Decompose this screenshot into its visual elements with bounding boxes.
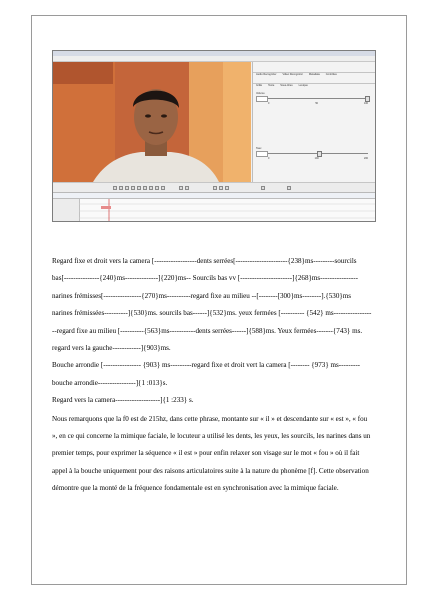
timing-line-gauche: regard vers la gauche------------]{903}ms. <box>52 344 171 353</box>
rate-control <box>256 147 371 167</box>
volume-field[interactable] <box>256 96 268 102</box>
timing-line-camera: Regard vers la camera-------------------]{1 :233} s. <box>52 396 194 405</box>
timeline-tracks <box>79 199 375 221</box>
go-to-end-button[interactable] <box>161 186 165 190</box>
tab-audio-recognizer[interactable]: Audio Recognizer <box>256 73 277 76</box>
volume-slider[interactable] <box>268 98 368 99</box>
tab-sous-titres[interactable]: Sous-titres <box>280 84 293 87</box>
controls-panel <box>252 62 376 182</box>
step-back-button[interactable] <box>125 186 129 190</box>
play-button[interactable] <box>137 186 141 190</box>
volume-tick: 0 <box>268 102 270 105</box>
video-frame <box>53 62 251 182</box>
selection-play-button[interactable] <box>179 186 183 190</box>
tab-grille[interactable]: Grille <box>256 84 263 87</box>
timing-line-bouche: Bouche arrondie [---------------- {903} ms---------regard fixe et droit vert la camera [-------- {973} ms---------bouche arrondie----------------]{1 :013}s. <box>52 361 361 387</box>
volume-tick: 100 <box>363 102 368 105</box>
rate-label: Taux <box>256 147 262 150</box>
rate-tick: 100 <box>314 157 319 160</box>
annotation-tool-screenshot <box>52 50 376 222</box>
speaker-image <box>53 62 251 182</box>
body-text <box>52 253 372 498</box>
tab-lexique[interactable]: Lexique <box>298 84 308 87</box>
previous-frame-button[interactable] <box>119 186 123 190</box>
loop-mode-checkbox[interactable] <box>287 186 291 190</box>
tab-texte[interactable]: Texte <box>268 84 275 87</box>
next-frame-button[interactable] <box>155 186 159 190</box>
top-tabs <box>253 62 376 76</box>
tab-metadata[interactable]: Metadata <box>308 73 320 76</box>
tier-labels <box>53 199 80 221</box>
forward-button[interactable] <box>143 186 147 190</box>
selection-end-button[interactable] <box>219 186 223 190</box>
timeline-viewer <box>53 192 375 222</box>
rewind-button[interactable] <box>131 186 135 190</box>
go-to-start-button[interactable] <box>113 186 117 190</box>
volume-control <box>256 92 371 112</box>
tab-controles[interactable]: Contrôles <box>325 73 337 76</box>
rate-field[interactable] <box>256 151 268 157</box>
rate-tick: 200 <box>364 157 368 160</box>
selection-mode-checkbox[interactable] <box>261 186 265 190</box>
loop-button[interactable] <box>185 186 189 190</box>
volume-label: Volume <box>256 92 265 95</box>
selection-start-button[interactable] <box>213 186 217 190</box>
step-forward-button[interactable] <box>149 186 153 190</box>
clear-selection-button[interactable] <box>225 186 229 190</box>
volume-tick: 50 <box>315 102 318 105</box>
timing-paragraph: Regard fixe et droit vers la camera [------------------dents serrées[----------------------{238}ms---------sourcils bas[---------------{240}ms--------------]{220}ms-- Sourcils bas vv [----------------------]{268}ms----------------narines frémisses[----------------{270}ms----------regard fixe au milieu --[--------[300}ms--------].{530}ms narines frémissées----------]{530}ms. sourcils bas------]{532}ms. yeux fermées [---------- {542} ms------------------regard fixe au milieu [----------{563}ms-----------dents serrées------]{588}ms. Yeux fermées-------{743} ms. <box>52 257 372 335</box>
rate-tick: 0 <box>268 157 270 160</box>
tab-video-recognizer[interactable]: Video Recognizer <box>282 73 303 76</box>
analysis-paragraph: Nous remarquons que la f0 est de 215hz, dans cette phrase, montante sur « il » et descendante sur « est », « fou », en ce qui concerne la mimique faciale, le locuteur a utilisé les dents, les yeux, les sourcils, les narines dans un premier temps, pour exprimer la séquence « il est » pour enfin relaxer son visage sur le mot « fou » où il fait appel à la bouche uniquement pour des raisons articulatoires suite à la nature du phonème [f]. Cette observation démontre que la monté de la fréquence fondamentale est en synchronisation avec la mimique faciale. <box>52 414 371 493</box>
